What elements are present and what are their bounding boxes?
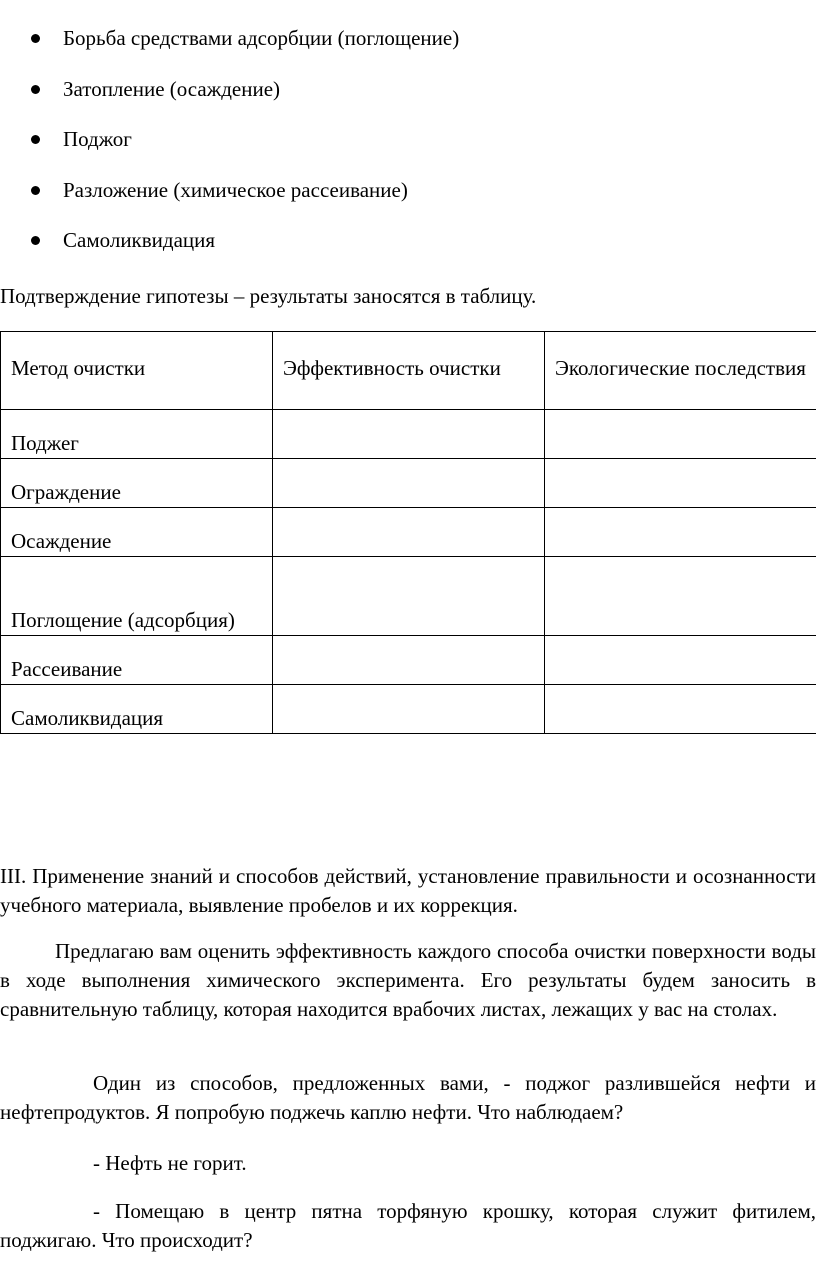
method-bullet-list	[0, 22, 816, 275]
header-method: Метод очистки	[1, 332, 273, 410]
cell-ecology[interactable]	[545, 410, 816, 459]
table-header-row	[1, 332, 816, 410]
cell-ecology[interactable]	[545, 508, 816, 557]
section-three-paragraph: III. Применение знаний и способов действий, установление правильности и осознанности учебного материала, выявление пробелов и их коррекция.	[0, 864, 816, 917]
proposal-paragraph: Предлагаю вам оценить эффективность каждого способа очистки поверхности воды в ходе выполнения химического эксперимента. Его результаты будем заносить в сравнительную таблицу, которая находится врабочих листах, лежащих у вас на столах.	[0, 939, 816, 1021]
cell-method: Осаждение	[1, 508, 273, 557]
bullet-item	[0, 224, 816, 275]
cell-ecology[interactable]	[545, 557, 816, 636]
ignition-paragraph: Один из способов, предложенных вами, - поджог разлившейся нефти и нефтепродуктов. Я попробую поджечь каплю нефти. Что наблюдаем?	[0, 1071, 816, 1124]
results-table	[0, 331, 816, 734]
table-row	[1, 557, 816, 636]
cell-efficiency[interactable]	[273, 508, 545, 557]
bullet-text: Борьба средствами адсорбции (поглощение)	[63, 26, 460, 50]
cell-ecology[interactable]	[545, 636, 816, 685]
bullet-icon	[31, 236, 40, 245]
bullet-item	[0, 73, 816, 124]
bullet-item	[0, 174, 816, 225]
bullet-icon	[31, 34, 40, 43]
cell-method: Рассеивание	[1, 636, 273, 685]
table-row	[1, 410, 816, 459]
cell-efficiency[interactable]	[273, 636, 545, 685]
header-efficiency: Эффективность очистки	[273, 332, 545, 410]
bullet-text: Затопление (осаждение)	[63, 76, 281, 101]
cell-method: Самоликвидация	[1, 685, 273, 734]
header-ecology: Экологические последствия	[545, 332, 816, 410]
cell-method: Поджег	[1, 410, 273, 459]
bullet-text: Самоликвидация	[63, 228, 216, 252]
table-row	[1, 459, 816, 508]
table-row	[1, 508, 816, 557]
hypothesis-intro: Подтверждение гипотезы – результаты заносятся в таблицу.	[0, 284, 537, 308]
bullet-text: Поджог	[63, 127, 132, 151]
bullet-icon	[31, 135, 40, 144]
cell-efficiency[interactable]	[273, 459, 545, 508]
cell-efficiency[interactable]	[273, 410, 545, 459]
cell-efficiency[interactable]	[273, 685, 545, 734]
cell-efficiency[interactable]	[273, 557, 545, 636]
table-row	[1, 685, 816, 734]
cell-method: Ограждение	[1, 459, 273, 508]
peat-paragraph: - Помещаю в центр пятна торфяную крошку, которая служит фитилем, поджигаю. Что происходит?	[0, 1199, 816, 1252]
bullet-icon	[31, 186, 40, 195]
bullet-item	[0, 22, 816, 73]
bullet-text: Разложение (химическое рассеивание)	[63, 177, 408, 202]
table-row	[1, 636, 816, 685]
answer-paragraph: - Нефть не горит.	[93, 1151, 247, 1175]
cell-method: Поглощение (адсорбция)	[1, 557, 273, 636]
bullet-item	[0, 123, 816, 174]
bullet-icon	[31, 85, 40, 94]
cell-ecology[interactable]	[545, 459, 816, 508]
cell-ecology[interactable]	[545, 685, 816, 734]
